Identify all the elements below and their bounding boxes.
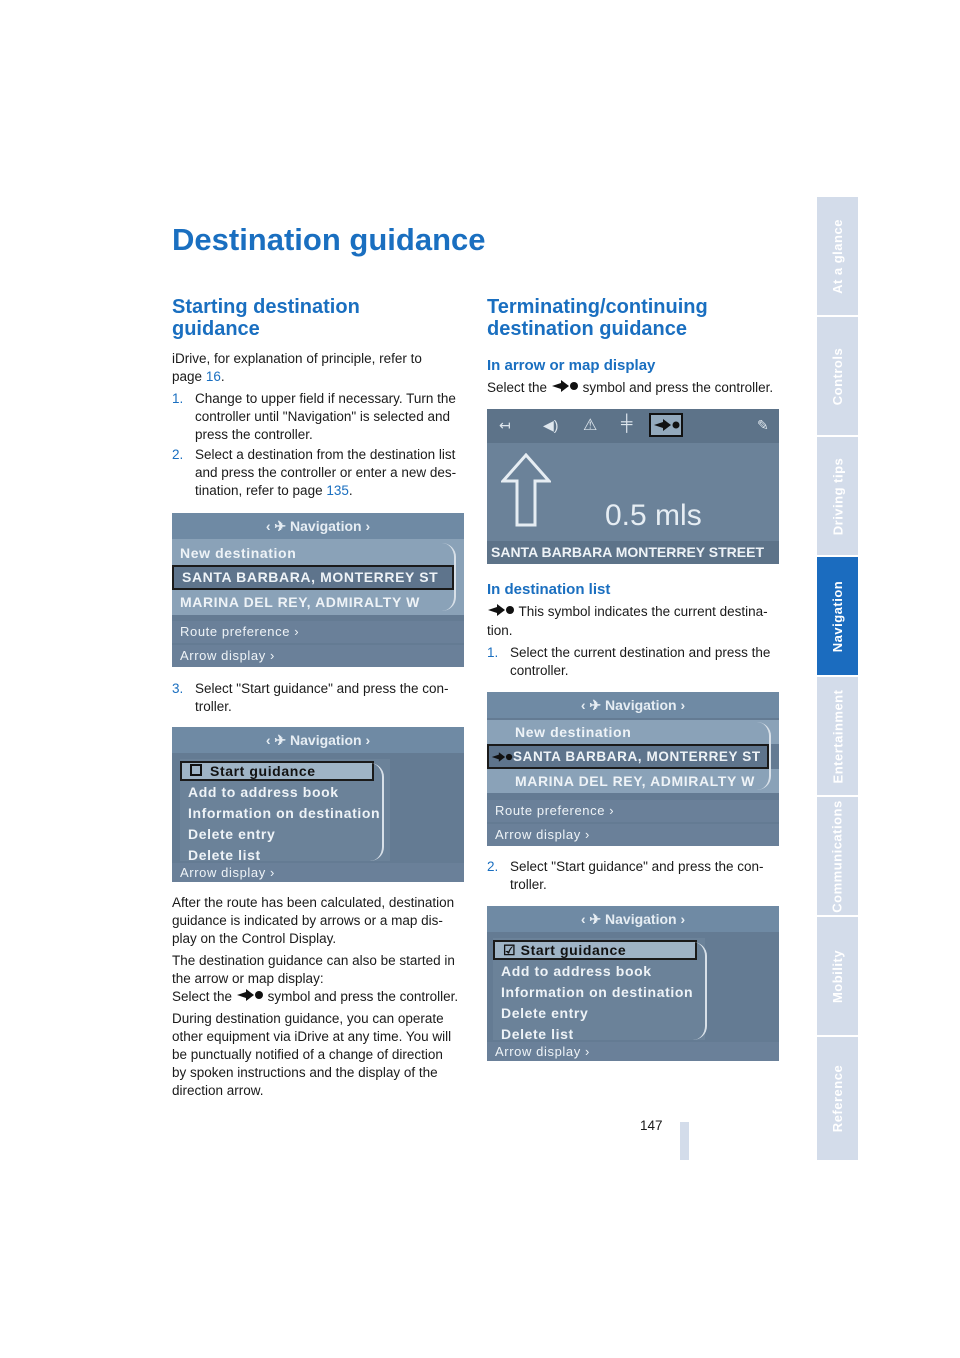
step-text: Select "Start guidance" and press the con- troller. xyxy=(510,859,764,892)
chevron-left-icon: ‹ xyxy=(580,697,590,713)
scrollbar[interactable] xyxy=(757,722,771,790)
screen-header-label: Navigation xyxy=(605,697,677,713)
paragraph-during-guidance: During destination guidance, you can operate other equipment via iDrive at any time. You will be punctually notified of a change of direction by spoken instructions and the display of the direction arrow. xyxy=(172,1011,452,1098)
step-1 xyxy=(172,390,464,446)
direction-arrow-icon xyxy=(501,453,551,527)
section-heading-terminating xyxy=(487,296,708,340)
menu-item-route-preference[interactable]: Route preference › xyxy=(487,800,779,822)
street-name: SANTA BARBARA MONTERREY STREET xyxy=(487,541,779,564)
page-number: 147 xyxy=(640,1118,663,1133)
heading-line: Terminating/continuing xyxy=(487,296,708,318)
interchange-icon[interactable]: ╪ xyxy=(621,415,633,432)
chevron-right-icon: › xyxy=(365,518,371,534)
tab-navigation[interactable]: Navigation xyxy=(817,557,858,677)
guidance-arrow-icon xyxy=(491,751,513,763)
menu-item-start-guidance[interactable]: ☑ Start guidance xyxy=(493,940,697,960)
tab-entertainment[interactable]: Entertainment xyxy=(817,677,858,797)
heading-line: Starting destination xyxy=(172,296,360,318)
chevron-right-icon: › xyxy=(680,697,686,713)
menu-item[interactable]: Information on destination xyxy=(501,984,694,1000)
page-link-135[interactable]: 135 xyxy=(326,483,349,498)
list-item[interactable]: MARINA DEL REY, ADMIRALTY W xyxy=(172,590,464,614)
step-text: Select a destination from the destination list and press the controller or enter a new des- tination, refer to page 135. xyxy=(195,447,457,498)
screen-guidance-menu xyxy=(172,727,464,882)
list-item-selected[interactable]: SANTA BARBARA, MONTERREY ST xyxy=(172,565,454,590)
screen-destination-list xyxy=(172,513,464,667)
step-2 xyxy=(487,858,779,894)
list-item[interactable]: New destination xyxy=(172,541,464,565)
tab-communications[interactable]: Communications xyxy=(817,797,858,917)
speaker-icon[interactable]: ◀) xyxy=(543,417,559,433)
step-3 xyxy=(172,680,464,716)
screen-guidance-menu-active xyxy=(487,906,779,1061)
chevron-right-icon: › xyxy=(680,911,686,927)
menu-item[interactable]: Add to address book xyxy=(188,784,339,800)
tab-driving-tips[interactable]: Driving tips xyxy=(817,437,858,557)
menu-item[interactable]: Add to address book xyxy=(501,963,652,979)
intro-text: page xyxy=(172,369,203,384)
warning-icon[interactable]: ⚠ xyxy=(583,417,598,434)
distance-readout: 0.5 mls xyxy=(605,499,702,532)
menu-item-arrow-display[interactable]: Arrow display › xyxy=(172,645,464,667)
step-2 xyxy=(172,446,464,502)
paragraph-select-symbol: Select the symbol and press the controller. xyxy=(487,379,787,398)
subheading-arrow-map: In arrow or map display xyxy=(487,357,656,374)
screen-header xyxy=(487,692,779,718)
menu-item-arrow-display[interactable]: Arrow display › xyxy=(172,863,464,882)
back-icon[interactable]: ↤ xyxy=(499,417,511,433)
page-title: Destination guidance xyxy=(172,222,486,257)
menu-item-arrow-display[interactable]: Arrow display › xyxy=(487,824,779,846)
list-item[interactable]: MARINA DEL REY, ADMIRALTY W xyxy=(487,769,779,793)
chevron-left-icon: ‹ xyxy=(265,518,275,534)
scrollbar[interactable] xyxy=(442,543,456,611)
step-text: Select "Start guidance" and press the con- troller. xyxy=(195,681,449,714)
step-text: Select the current destination and press the controller. xyxy=(510,645,771,678)
screen-header xyxy=(487,906,779,932)
tab-mobility[interactable]: Mobility xyxy=(817,917,858,1037)
step-1 xyxy=(487,644,779,680)
screen-header-label: Navigation xyxy=(290,518,362,534)
subheading-destination-list: In destination list xyxy=(487,581,611,598)
page-marker-bar xyxy=(680,1122,689,1160)
satellite-icon: ✈ xyxy=(589,911,606,927)
page-link-16[interactable]: 16 xyxy=(205,369,221,384)
toolbar xyxy=(487,409,779,443)
tab-controls[interactable]: Controls xyxy=(817,317,858,437)
menu-item[interactable]: Delete entry xyxy=(501,1005,589,1021)
menu-item-arrow-display[interactable]: Arrow display › xyxy=(487,1042,779,1061)
guidance-toggle-button[interactable] xyxy=(649,413,683,437)
step-number: 1. xyxy=(172,391,184,406)
step-number: 3. xyxy=(172,681,184,696)
step-number: 1. xyxy=(487,645,499,660)
intro-paragraph: iDrive, for explanation of principle, refer to page 16. xyxy=(172,351,422,384)
guidance-arrow-icon xyxy=(651,415,681,435)
list-item-current-destination[interactable]: SANTA BARBARA, MONTERREY ST xyxy=(487,744,769,769)
screen-header xyxy=(172,513,464,539)
screen-header-label: Navigation xyxy=(605,911,677,927)
guidance-arrow-icon xyxy=(487,603,515,622)
satellite-icon: ✈ xyxy=(274,732,291,748)
menu-item-route-preference[interactable]: Route preference › xyxy=(172,621,464,643)
checkmark-icon: ☑ xyxy=(503,942,521,958)
section-heading-starting xyxy=(172,296,360,340)
chevron-right-icon: › xyxy=(365,732,371,748)
satellite-icon: ✈ xyxy=(589,697,606,713)
tab-at-a-glance[interactable]: At a glance xyxy=(817,197,858,317)
heading-line: destination guidance xyxy=(487,318,688,340)
scrollbar[interactable] xyxy=(693,942,707,1040)
heading-line: guidance xyxy=(172,318,260,340)
list-item[interactable]: New destination xyxy=(487,720,779,744)
checkbox-icon xyxy=(190,764,202,776)
screen-destination-list-current xyxy=(487,692,779,846)
guidance-arrow-icon xyxy=(236,988,264,1007)
step-text: Change to upper field if necessary. Turn the controller until "Navigation" is selected and press the controller. xyxy=(195,391,456,442)
screen-header-label: Navigation xyxy=(290,732,362,748)
screen-arrow-display xyxy=(487,409,779,564)
chevron-left-icon: ‹ xyxy=(265,732,275,748)
step-number: 2. xyxy=(487,859,499,874)
paragraph-arrow-display: The destination guidance can also be started in the arrow or map display: Select the symbol and press the controller. xyxy=(172,952,472,1007)
tab-reference[interactable]: Reference xyxy=(817,1037,858,1162)
chevron-left-icon: ‹ xyxy=(580,911,590,927)
menu-item[interactable]: Delete list xyxy=(188,847,261,863)
menu-item[interactable]: Information on destination xyxy=(188,805,381,821)
screen-header xyxy=(172,727,464,753)
intro-text: iDrive, for explanation of principle, refer to xyxy=(172,351,422,366)
chapter-sidebar xyxy=(817,197,858,1160)
paragraph-current-destination: This symbol indicates the current destina- tion. xyxy=(487,604,768,638)
pen-icon[interactable]: ✎ xyxy=(757,417,769,433)
menu-item[interactable]: Delete list xyxy=(501,1026,574,1042)
paragraph-route-calculated: After the route has been calculated, destination guidance is indicated by arrows or a map dis- play on the Control Display. xyxy=(172,895,455,946)
guidance-arrow-icon xyxy=(551,379,579,398)
step-number: 2. xyxy=(172,447,184,462)
scrollbar[interactable] xyxy=(370,763,384,861)
menu-item-start-guidance[interactable]: Start guidance xyxy=(180,761,374,781)
satellite-icon: ✈ xyxy=(274,518,291,534)
menu-item[interactable]: Delete entry xyxy=(188,826,276,842)
